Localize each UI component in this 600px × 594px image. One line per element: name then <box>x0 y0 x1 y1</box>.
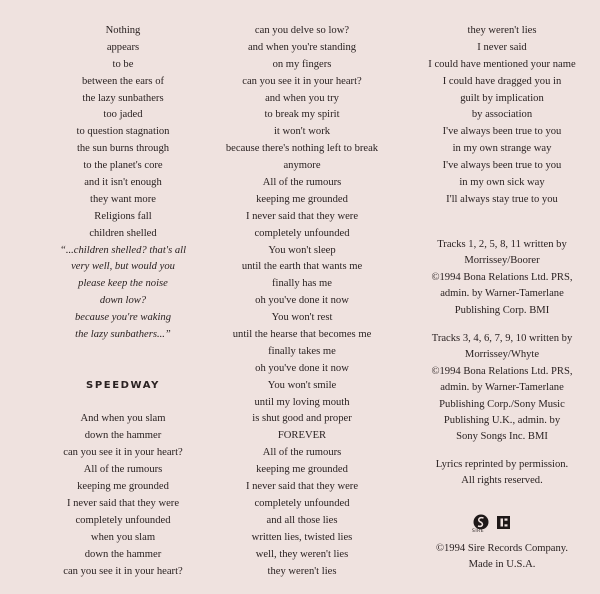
lyric-line: anymore <box>283 160 321 172</box>
lyric-line: and when you try <box>265 92 339 104</box>
lyric-line: can you delve so low? <box>254 25 350 36</box>
lyrics-column-3 <box>410 23 594 209</box>
lyric-line: finally has me <box>271 278 332 290</box>
lyric-line: to break my spirit <box>264 109 340 121</box>
lyric-line: because you're waking <box>74 312 171 324</box>
lyric-line: keeping me grounded <box>77 481 169 493</box>
lyric-line: I never said that they were <box>66 497 180 509</box>
lyric-line: ©1994 Sire Records Company. <box>435 543 569 554</box>
lyric-line: down the hammer <box>84 430 162 442</box>
lyric-line: to be <box>112 58 134 70</box>
lyrics-column-1 <box>38 23 208 580</box>
lyric-line: they want more <box>90 193 156 205</box>
lyric-line: they weren't lies <box>467 25 537 36</box>
lyric-line: completely unfounded <box>254 227 350 239</box>
verse-italic <box>38 243 208 344</box>
lyric-line: Publishing U.K., admin. by <box>443 414 561 426</box>
lyric-line: admin. by Warner-Tamerlane <box>440 288 564 300</box>
lyric-line: because there's nothing left to break <box>225 143 379 155</box>
lyric-line: I never said that they were <box>245 210 359 222</box>
lyric-line: All of the rumours <box>262 447 342 459</box>
lyric-line: Religions fall <box>94 210 152 222</box>
lyric-line: completely unfounded <box>75 514 171 526</box>
lyric-line: is shut good and proper <box>252 413 352 425</box>
lyric-line: and when you're standing <box>247 41 357 53</box>
lyric-line: Sony Songs Inc. BMI <box>456 431 548 443</box>
lyric-line: keeping me grounded <box>256 464 348 476</box>
lyric-line: the sun burns through <box>76 143 170 155</box>
lyric-line: You won't smile <box>267 379 337 391</box>
lyric-line: until my loving mouth <box>254 396 350 408</box>
lyric-line: finally takes me <box>268 345 336 357</box>
lyric-line: Tracks 3, 4, 6, 7, 9, 10 written by <box>431 333 573 344</box>
credits-block-4 <box>410 541 594 574</box>
lyric-line: very well, but would you <box>71 261 175 273</box>
lyric-line: can you see it in your heart? <box>63 565 183 577</box>
lyric-line: written lies, twisted lies <box>251 531 353 543</box>
label-logos <box>470 513 530 535</box>
lyric-line: please keep the noise <box>78 278 168 290</box>
lyric-line: they weren't lies <box>267 565 337 577</box>
lyric-line: well, they weren't lies <box>255 548 349 560</box>
lyric-line: All of the rumours <box>83 464 163 476</box>
lyric-line: down the hammer <box>84 548 162 560</box>
lyric-line: ©1994 Bona Relations Ltd. PRS, <box>431 271 573 283</box>
lyric-line: FOREVER <box>277 430 327 442</box>
lyric-line: ©1994 Bona Relations Ltd. PRS, <box>431 365 573 377</box>
lyric-line: Publishing Corp. BMI <box>454 304 550 316</box>
lyric-line: to question stagnation <box>76 126 170 138</box>
lyric-line: in my own strange way <box>452 143 552 155</box>
lyric-line: All rights reserved. <box>461 475 543 487</box>
lyric-line: Nothing <box>105 25 141 36</box>
lyric-line: Tracks 1, 2, 5, 8, 11 written by <box>437 239 567 250</box>
lyric-line: I've always been true to you <box>442 126 562 138</box>
lyric-line: oh you've done it now <box>255 362 349 374</box>
lyric-line: until the hearse that becomes me <box>232 329 372 341</box>
lyric-line: admin. by Warner-Tamerlane <box>440 382 564 394</box>
lyric-line: Made in U.S.A. <box>468 559 536 571</box>
lyric-line: completely unfounded <box>254 497 350 509</box>
lyric-line: in my own sick way <box>459 177 545 189</box>
lyric-line: children shelled <box>89 227 157 239</box>
lyrics-column-2 <box>216 23 388 580</box>
credits-block-2 <box>410 331 594 446</box>
lyric-line: All of the rumours <box>262 177 342 189</box>
lyric-line: I never said <box>477 41 527 53</box>
lyric-line: “...children shelled? that's all <box>59 244 187 256</box>
lyric-line: and it isn't enough <box>84 177 162 189</box>
lyric-line: You won't rest <box>271 312 333 324</box>
lyric-line: and all those lies <box>266 514 338 526</box>
song-title: SPEEDWAY <box>86 379 160 391</box>
lyric-line: I've always been true to you <box>442 160 562 172</box>
credits-block-3 <box>410 457 594 490</box>
lyric-line: between the ears of <box>81 75 165 87</box>
lyric-line: on my fingers <box>272 58 332 70</box>
sire-logo-text: SIRE <box>472 529 485 534</box>
lyric-line: I'll always stay true to you <box>446 193 558 205</box>
lyric-line: the lazy sunbathers...” <box>75 329 171 341</box>
lyric-line: the lazy sunbathers <box>82 92 164 104</box>
lyric-line: keeping me grounded <box>256 193 348 205</box>
lyric-line: Lyrics reprinted by permission. <box>435 459 569 470</box>
lyric-line: by association <box>471 109 533 121</box>
lyric-line: I never said that they were <box>245 481 359 493</box>
lyric-line: I could have dragged you in <box>442 75 562 87</box>
lyric-line: Morrissey/Whyte <box>464 349 540 361</box>
lyric-line: guilt by implication <box>460 92 544 104</box>
lyric-line: oh you've done it now <box>255 295 349 307</box>
lyric-line: to the planet's core <box>83 160 163 172</box>
lyric-line: too jaded <box>103 109 143 121</box>
lyric-line: it won't work <box>273 126 331 138</box>
lyric-line: can you see it in your heart? <box>242 75 362 87</box>
verse-b <box>38 411 208 580</box>
lyric-line: Publishing Corp./Sony Music <box>439 398 565 410</box>
lyric-line: can you see it in your heart? <box>63 447 183 459</box>
lyric-line: down low? <box>99 295 147 307</box>
lyric-line: Morrissey/Boorer <box>464 255 540 267</box>
lyric-line: appears <box>106 41 140 53</box>
verse-a <box>38 23 208 243</box>
credits-block-1 <box>410 237 594 319</box>
lyric-line: until the earth that wants me <box>241 261 363 273</box>
lyric-line: I could have mentioned your name <box>428 58 576 70</box>
lyric-line: You won't sleep <box>268 244 336 256</box>
lyric-line: And when you slam <box>80 413 166 425</box>
lyric-line: when you slam <box>90 531 156 543</box>
